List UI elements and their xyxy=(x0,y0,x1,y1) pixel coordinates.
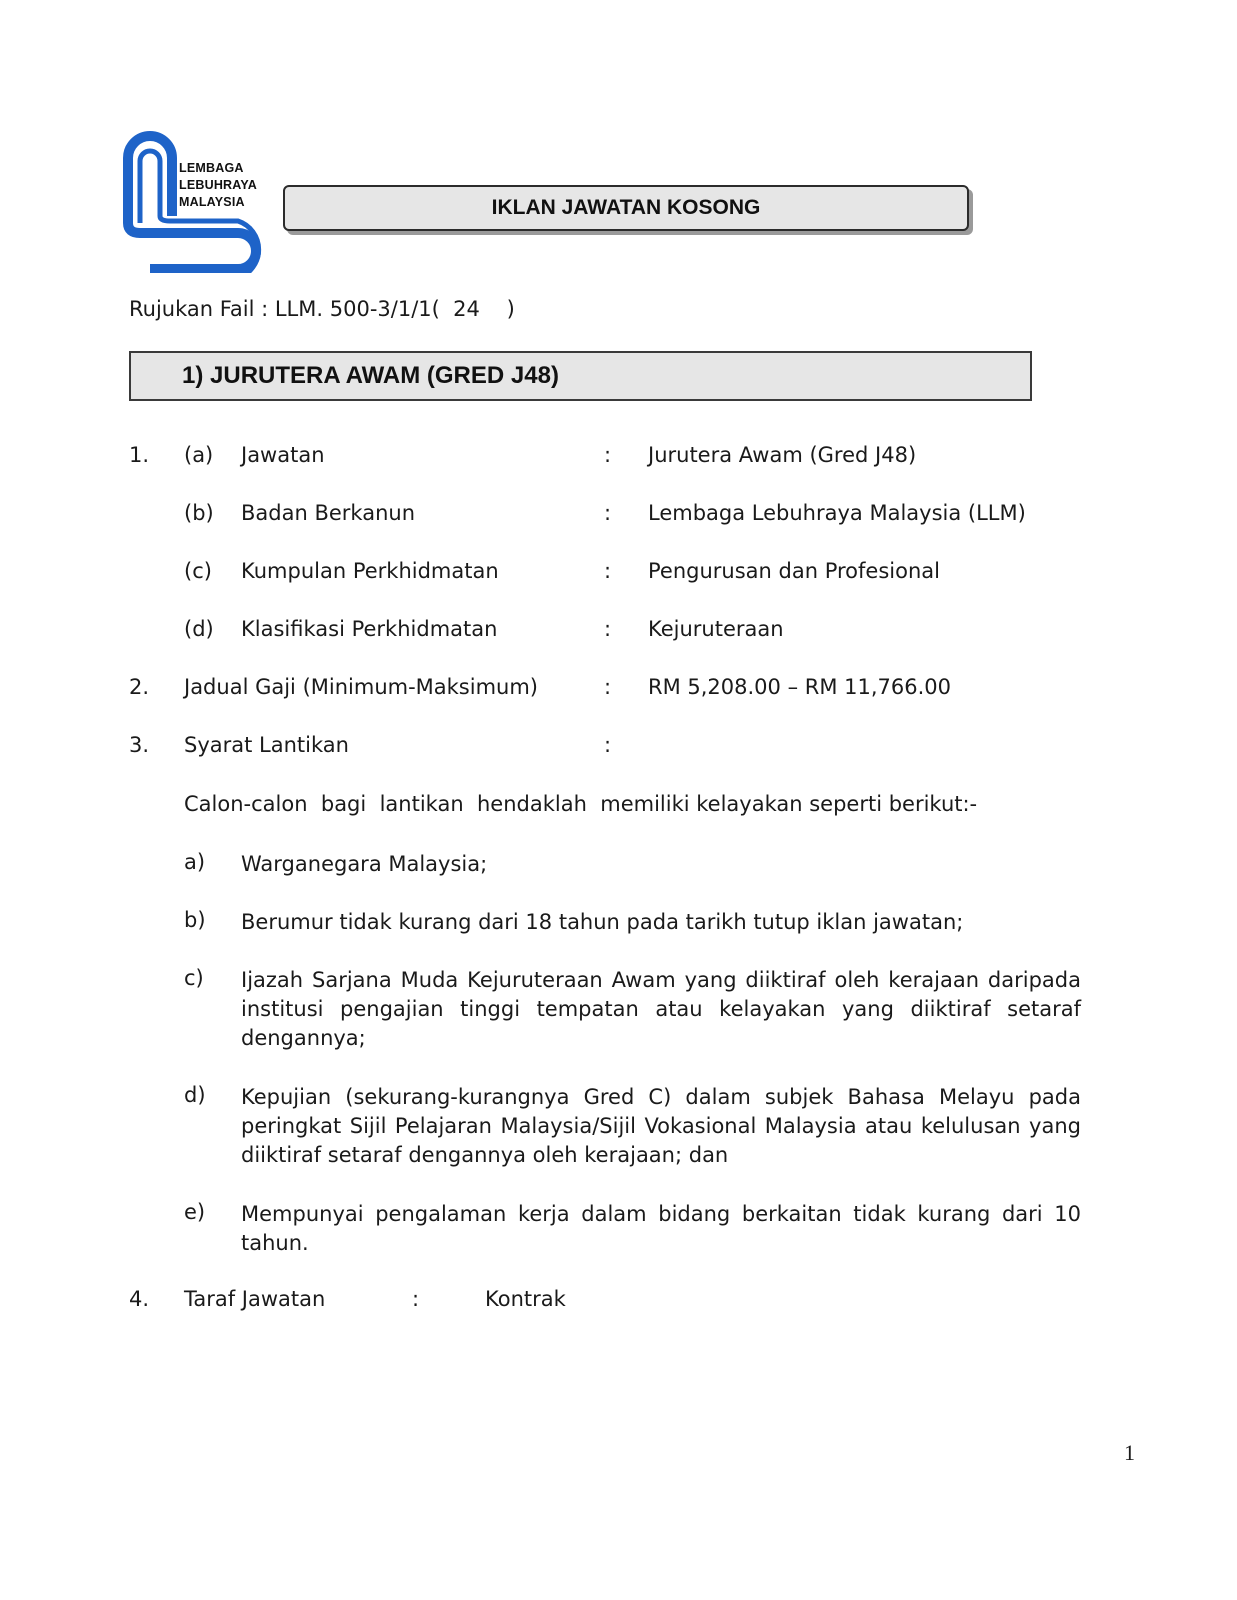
condition-marker: d) xyxy=(184,1083,206,1107)
logo-text-line1: LEMBAGA xyxy=(179,161,244,175)
page-number: 1 xyxy=(1124,1440,1135,1465)
field-label-gaji: Jadual Gaji (Minimum-Maksimum) xyxy=(184,675,538,699)
section-header xyxy=(129,351,1032,401)
field-label-klasifikasi: Klasifikasi Perkhidmatan xyxy=(241,617,498,641)
field-colon: : xyxy=(604,501,612,525)
field-colon: : xyxy=(604,559,612,583)
field-colon: : xyxy=(604,675,612,699)
field-label-badan: Badan Berkanun xyxy=(241,501,416,525)
field-value-klasifikasi: Kejuruteraan xyxy=(648,617,784,641)
field-value-badan: Lembaga Lebuhraya Malaysia (LLM) xyxy=(648,501,1026,525)
sub-item-marker: (d) xyxy=(184,617,214,641)
banner-title: IKLAN JAWATAN KOSONG xyxy=(491,196,761,219)
field-value-gaji: RM 5,208.00 – RM 11,766.00 xyxy=(648,675,952,699)
item-number: 4. xyxy=(129,1287,150,1311)
field-colon: : xyxy=(604,733,612,757)
field-colon: : xyxy=(604,617,612,641)
sub-item-marker: (a) xyxy=(184,443,214,467)
condition-marker: c) xyxy=(184,966,204,990)
item-number: 3. xyxy=(129,733,150,757)
condition-text: Berumur tidak kurang dari 18 tahun pada tarikh tutup iklan jawatan; xyxy=(241,910,964,934)
vacancy-banner xyxy=(283,185,969,231)
logo-text-line3: MALAYSIA xyxy=(179,195,245,209)
field-value-kumpulan: Pengurusan dan Profesional xyxy=(648,559,940,583)
sub-item-marker: (c) xyxy=(184,559,212,583)
condition-marker: a) xyxy=(184,850,206,874)
sub-item-marker: (b) xyxy=(184,501,214,525)
field-label-kumpulan: Kumpulan Perkhidmatan xyxy=(241,559,499,583)
condition-text: Ijazah Sarjana Muda Kejuruteraan Awam yang diiktiraf oleh kerajaan daripada institusi pengajian tinggi tempatan atau kelayakan yang diiktiraf setaraf dengannya; xyxy=(241,968,1081,1050)
field-label-jawatan: Jawatan xyxy=(241,443,325,467)
conditions-intro: Calon-calon bagi lantikan hendaklah memiliki kelayakan seperti berikut:- xyxy=(184,792,978,816)
item-number: 2. xyxy=(129,675,150,699)
condition-text: Kepujian (sekurang-kurangnya Gred C) dalam subjek Bahasa Melayu pada peringkat Sijil Pelajaran Malaysia/Sijil Vokasional Malaysia atau kelulusan yang diiktiraf setaraf dengannya oleh kerajaan; dan xyxy=(241,1085,1081,1167)
field-label-taraf: Taraf Jawatan xyxy=(184,1287,326,1311)
field-value-jawatan: Jurutera Awam (Gred J48) xyxy=(648,443,917,467)
condition-text: Mempunyai pengalaman kerja dalam bidang berkaitan tidak kurang dari 10 tahun. xyxy=(241,1202,1081,1255)
llm-logo xyxy=(120,128,280,273)
field-colon: : xyxy=(604,443,612,467)
field-value-taraf: Kontrak xyxy=(485,1287,566,1311)
condition-marker: b) xyxy=(184,908,206,932)
file-reference: Rujukan Fail : LLM. 500-3/1/1( 24 ) xyxy=(129,297,515,321)
field-colon: : xyxy=(412,1287,420,1311)
field-label-syarat: Syarat Lantikan xyxy=(184,733,349,757)
condition-text: Warganegara Malaysia; xyxy=(241,852,488,876)
condition-marker: e) xyxy=(184,1200,206,1224)
section-title: 1) JURUTERA AWAM (GRED J48) xyxy=(182,362,559,389)
logo-text-line2: LEBUHRAYA xyxy=(179,178,257,192)
item-number: 1. xyxy=(129,443,150,467)
